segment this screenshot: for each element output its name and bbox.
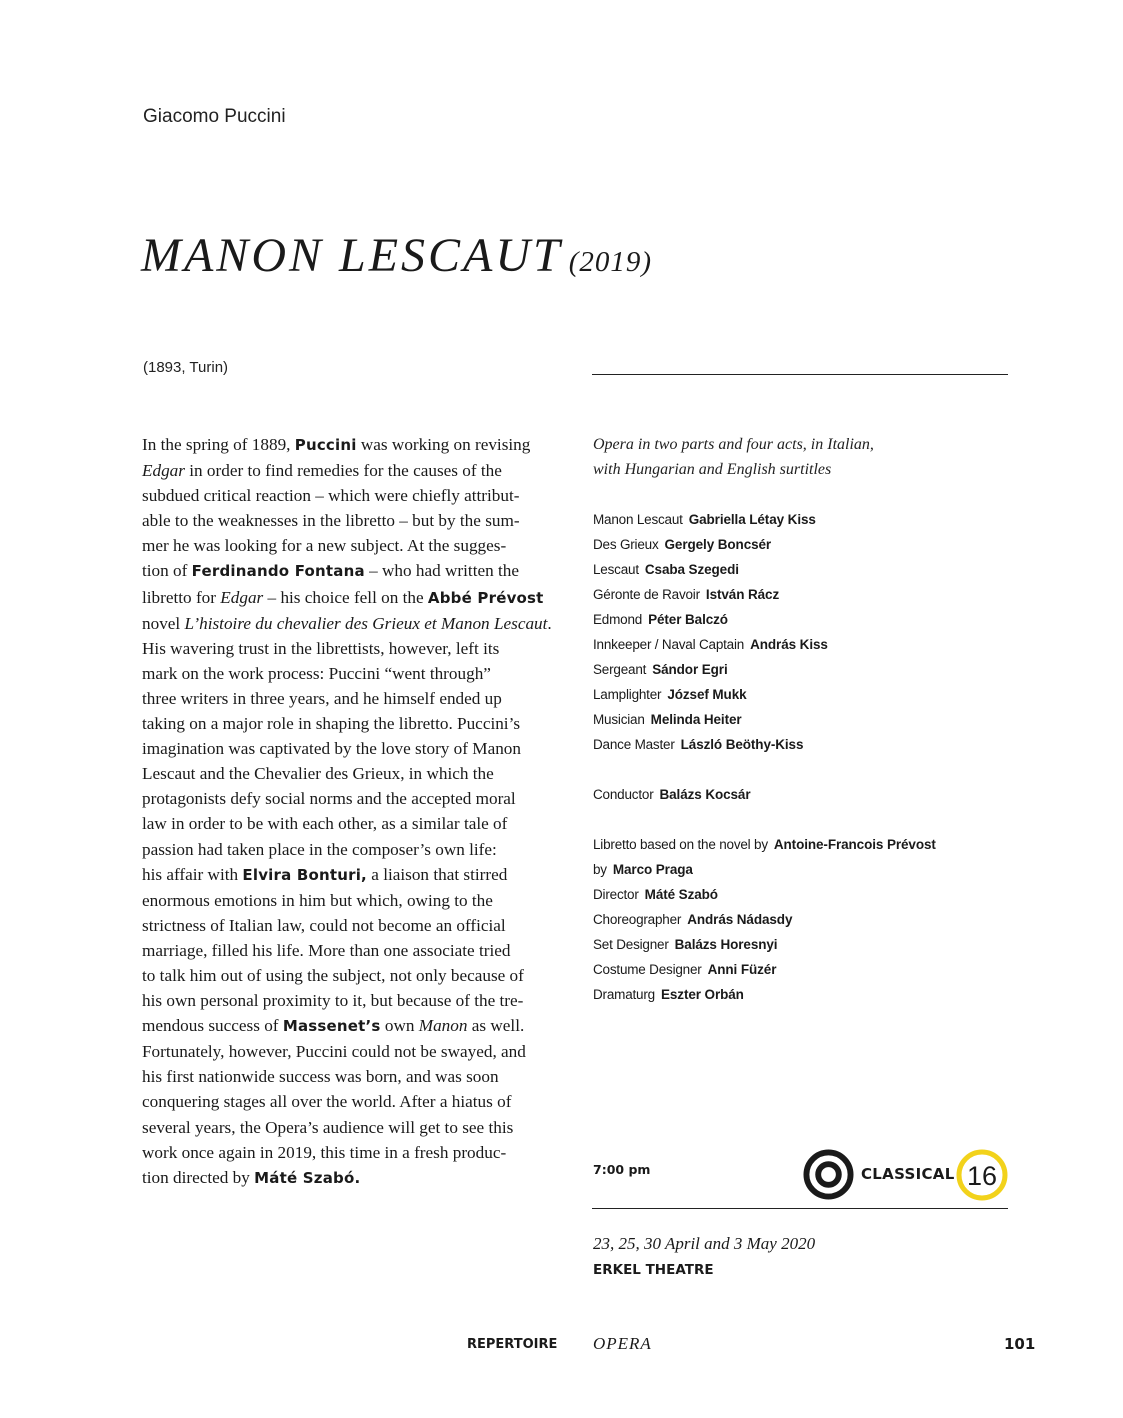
text-run: His wavering trust in the librettists, however, left its [142,638,500,658]
synopsis-line [142,1140,567,1165]
credit-role: Musician [593,712,645,727]
credit-row [593,657,1013,682]
text-run: several years, the Opera’s audience will get to see this [142,1117,514,1137]
text-run: passion had taken place in the composer’s own life: [142,839,497,859]
credit-name: Sándor Egri [652,662,728,677]
bold-name: Máté Szabó. [254,1168,361,1187]
text-run: mendous success of [142,1016,283,1036]
premiere-info: (1893, Turin) [143,359,229,376]
synopsis-line [142,938,567,963]
italic-title: Edgar [220,587,264,607]
synopsis-line [142,483,567,508]
text-run: Lescaut and the Chevalier des Grieux, in which the [142,764,494,784]
credit-row [593,732,1013,757]
credit-role: Lescaut [593,562,639,577]
credit-role: Géronte de Ravoir [593,587,700,602]
credit-role: by [593,862,607,877]
work-description [593,432,1013,482]
page-number: 101 [1004,1335,1036,1353]
synopsis-line [142,533,567,558]
credit-row [593,707,1013,732]
credit-name: Gergely Boncsér [664,537,772,552]
synopsis-line [142,1013,567,1039]
credit-name: István Rácz [705,587,780,602]
composer-name: Giacomo Puccini [143,106,286,127]
footer-category: OPERA [593,1334,652,1353]
credit-role: Des Grieux [593,537,659,552]
synopsis-line [142,661,567,686]
synopsis-line [142,611,567,636]
synopsis-line [142,837,567,862]
credit-name: Gabriella Létay Kiss [688,512,816,527]
synopsis-line [142,1115,567,1140]
bold-name: Ferdinando Fontana [191,562,365,581]
text-run: as well. [467,1016,525,1036]
credit-name: András Nádasdy [687,912,793,927]
text-run: to talk him out of using the subject, not only because of [142,965,524,985]
credit-row [593,982,1013,1007]
synopsis-line [142,1039,567,1064]
text-run: subdued critical reaction – which were chiefly attribut- [142,486,520,506]
credit-name: Marco Praga [612,862,693,877]
credit-role: Dramaturg [593,987,655,1002]
series-label: CLASSICAL [861,1165,955,1183]
text-run: Fortunately, however, Puccini could not be swayed, and [142,1042,526,1062]
text-run: protagonists defy social norms and the accepted moral [142,789,516,809]
text-run: mer he was looking for a new subject. At the sugges- [142,536,507,556]
italic-title: Manon [418,1016,468,1036]
work-description-line: with Hungarian and English surtitles [593,461,832,478]
synopsis-line [142,963,567,988]
synopsis-line [142,558,567,584]
synopsis-line [142,1089,567,1114]
credit-name: Anni Füzér [707,962,777,977]
text-run: novel [142,613,185,633]
synopsis-text [142,432,567,1191]
text-run: law in order to be with each other, as a similar tale of [142,814,508,834]
credit-role: Libretto based on the novel by [593,837,768,852]
synopsis-line [142,913,567,938]
text-run: able to the weaknesses in the libretto – but by the sum- [142,511,520,531]
credit-role: Lamplighter [593,687,662,702]
credit-name: Balázs Horesnyi [674,937,778,952]
text-run: his own personal proximity to it, but because of the tre- [142,991,524,1011]
credit-name: András Kiss [750,637,828,652]
synopsis-line [142,811,567,836]
title-text: MANON LESCAUT [141,229,563,282]
text-run: tion of [142,561,192,581]
text-run: conquering stages all over the world. After a hiatus of [142,1092,512,1112]
divider-bottom [592,1208,1008,1209]
classical-series-badge [803,1149,1009,1201]
credit-role: Conductor [593,787,654,802]
credit-row [593,932,1013,957]
text-run: marriage, filled his life. More than one associate tried [142,940,511,960]
text-run: imagination was captivated by the love story of Manon [142,739,521,759]
credit-row [593,957,1013,982]
work-description-line: Opera in two parts and four acts, in Italian, [593,436,874,453]
performance-time: 7:00 pm [593,1162,651,1177]
credit-name: József Mukk [667,687,747,702]
synopsis-line [142,585,567,611]
credit-role: Dance Master [593,737,675,752]
synopsis-line [142,711,567,736]
target-icon [803,1149,854,1200]
credit-row [593,882,1013,907]
text-run: three writers in three years, and he himself ended up [142,688,502,708]
text-run: work once again in 2019, this time in a fresh produc- [142,1142,507,1162]
credit-name: Eszter Orbán [660,987,744,1002]
crew-list [593,832,1013,1007]
text-run: his affair with [142,864,243,884]
text-run: was working on revising [356,435,531,454]
synopsis-line [142,432,567,458]
credit-row [593,682,1013,707]
credit-name: László Beöthy-Kiss [680,737,804,752]
credit-role: Choreographer [593,912,682,927]
credit-row [593,582,1013,607]
bold-name: Elvira Bonturi, [242,865,367,884]
credit-role: Innkeeper / Naval Captain [593,637,745,652]
text-run: a liaison that stirred [366,864,508,884]
text-run: In the spring of 1889, [142,435,295,454]
italic-title: L’histoire du chevalier des Grieux et Manon Lescaut [184,613,548,633]
divider-top [592,374,1008,375]
credit-row [593,532,1013,557]
text-run: – his choice fell on the [263,587,428,607]
synopsis-line [142,508,567,533]
credit-row [593,782,1013,807]
production-year: (2019) [568,246,653,278]
credit-row [593,857,1013,882]
italic-title: Edgar [142,461,185,481]
synopsis-line [142,888,567,913]
synopsis-line [142,636,567,661]
synopsis-line [142,686,567,711]
bold-name: Puccini [294,436,357,454]
credit-role: Set Designer [593,937,669,952]
synopsis-line [142,1165,567,1191]
synopsis-line [142,458,567,483]
synopsis-line [142,988,567,1013]
credit-name: Melinda Heiter [650,712,742,727]
synopsis-line [142,786,567,811]
text-run: . [547,613,552,633]
text-run: mark on the work process: Puccini “went through” [142,663,491,683]
synopsis-line [142,1064,567,1089]
credit-row [593,907,1013,932]
credit-role: Edmond [593,612,643,627]
text-run: his first nationwide success was born, and was soon [142,1067,499,1087]
age-rating-number: 16 [966,1161,998,1191]
bold-name: Massenet’s [282,1017,381,1036]
credit-role: Director [593,887,639,902]
credit-row [593,832,1013,857]
text-run: – who had written the [364,561,519,581]
credit-row [593,507,1013,532]
text-run: libretto for [142,587,221,607]
credit-name: Csaba Szegedi [644,562,739,577]
bold-name: Abbé Prévost [427,588,544,607]
text-run: taking on a major role in shaping the libretto. Puccini’s [142,714,521,734]
credit-row [593,607,1013,632]
text-run: in order to find remedies for the causes of the [184,461,502,481]
credit-name: Balázs Kocsár [659,787,751,802]
credit-role: Manon Lescaut [593,512,683,527]
credit-name: Máté Szabó [644,887,718,902]
venue-name: ERKEL THEATRE [593,1262,714,1278]
synopsis-line [142,761,567,786]
text-run: strictness of Italian law, could not become an official [142,915,506,935]
credit-role: Costume Designer [593,962,702,977]
credit-row [593,557,1013,582]
footer-section: REPERTOIRE [467,1337,558,1352]
credit-name: Péter Balczó [648,612,728,627]
synopsis-line [142,736,567,761]
performance-dates: 23, 25, 30 April and 3 May 2020 [593,1234,816,1253]
credit-row [593,632,1013,657]
conductor-credit [593,782,1013,807]
production-title [141,228,652,283]
text-run: enormous emotions in him but which, owing to the [142,890,493,910]
cast-list [593,507,1013,757]
synopsis-line [142,862,567,888]
credit-name: Antoine-Francois Prévost [773,837,936,852]
text-run: own [380,1016,419,1036]
age-rating-badge [956,1149,1008,1201]
credit-role: Sergeant [593,662,647,677]
text-run: tion directed by [142,1167,255,1187]
